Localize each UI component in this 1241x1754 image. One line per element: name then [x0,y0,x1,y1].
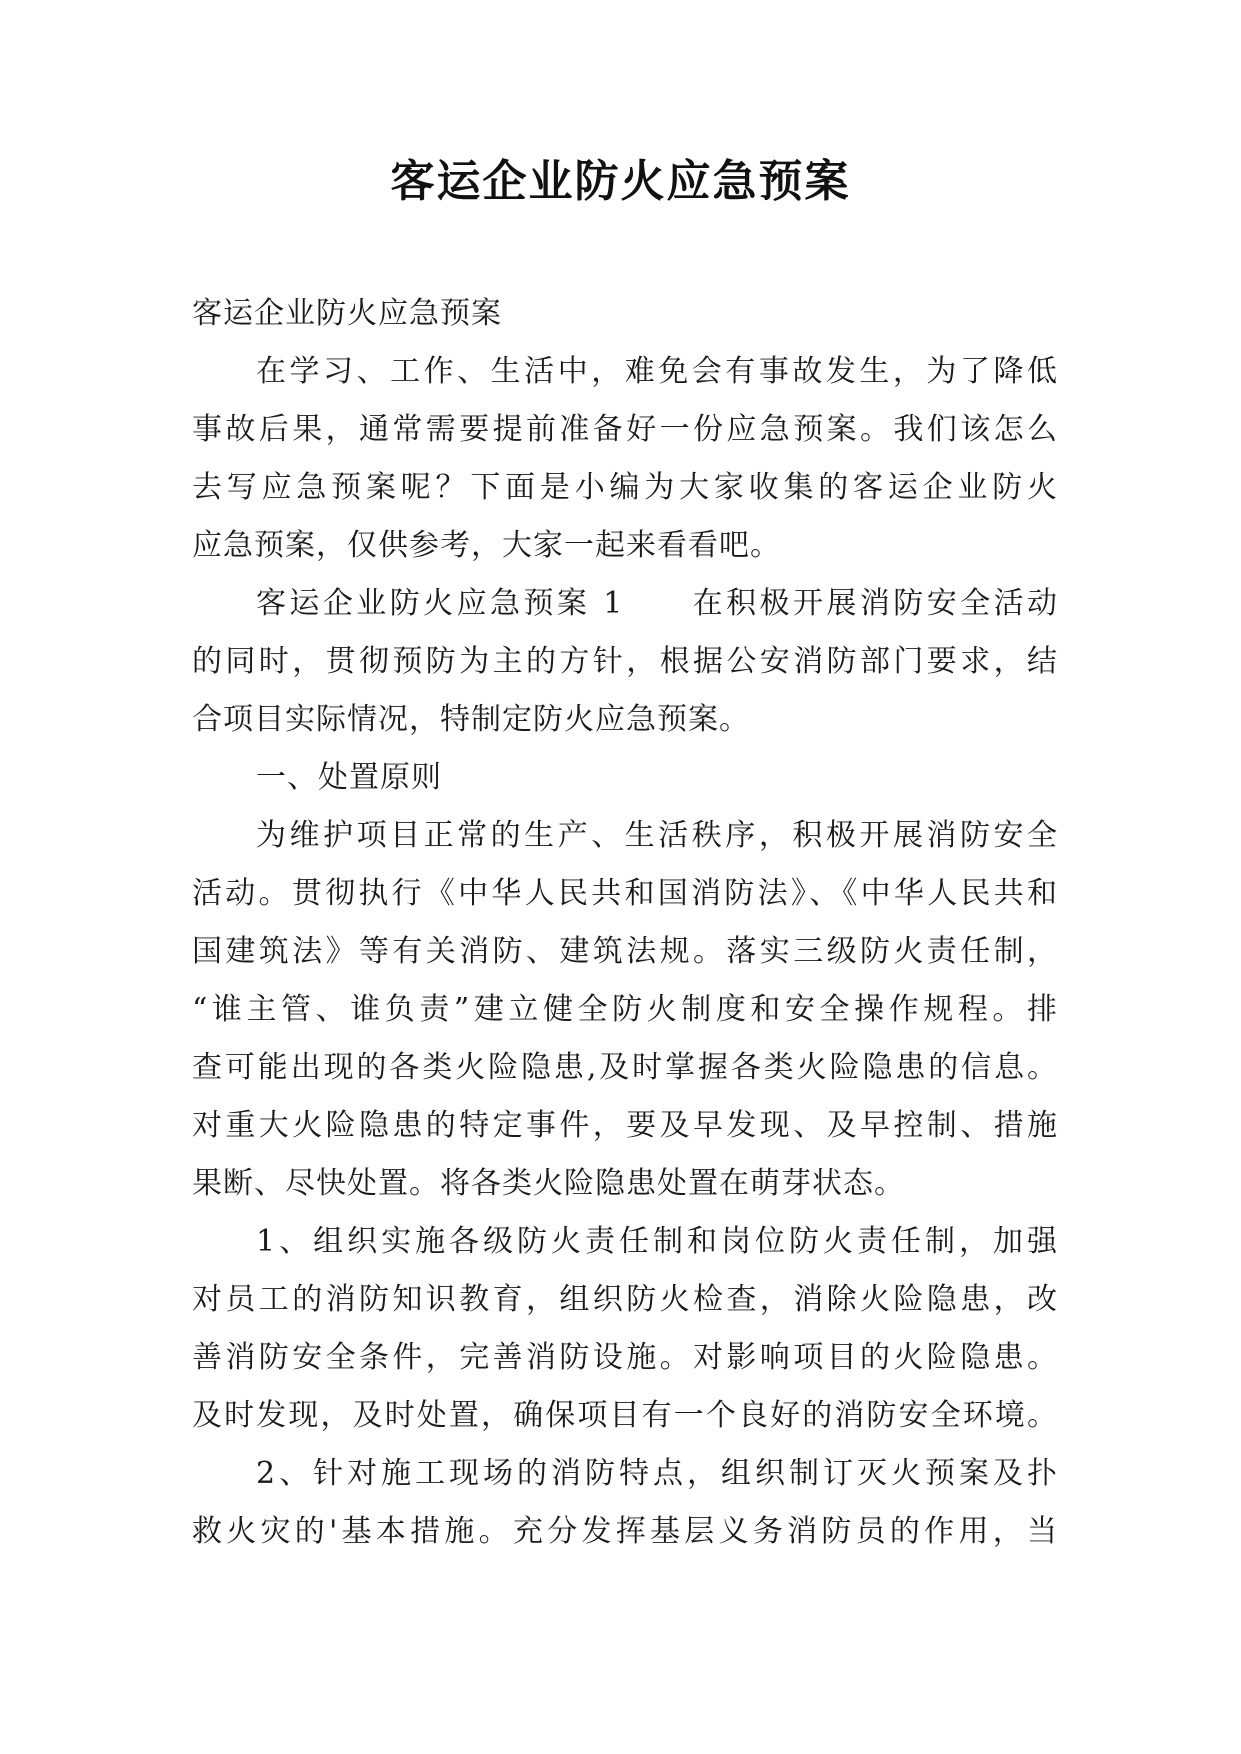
document-body [192,285,1058,1561]
doc-line: 国建筑法》等有关消防、建筑法规。落实三级防火责任制， [192,934,1058,969]
doc-line: 1、组织实施各级防火责任制和岗位防火责任制，加强 [256,1224,1058,1259]
doc-line: 果断、尽快处置。将各类火险隐患处置在萌芽状态。 [192,1166,905,1201]
doc-line: 为维护项目正常的生产、生活秩序，积极开展消防安全 [256,818,1058,853]
doc-line: 客运企业防火应急预案 1 在积极开展消防安全活动 [256,586,1058,621]
doc-line: 客运企业防火应急预案 [192,296,502,331]
doc-line: 对员工的消防知识教育，组织防火检查，消除火险隐患，改 [192,1282,1058,1317]
doc-line: 的同时，贯彻预防为主的方针，根据公安消防部门要求，结 [192,644,1058,679]
doc-line: 活动。贯彻执行《中华人民共和国消防法》、《中华人民共和 [192,876,1058,911]
doc-line: 在学习、工作、生活中，难免会有事故发生，为了降低 [256,354,1058,389]
doc-line: 2、针对施工现场的消防特点，组织制订灭火预案及扑 [256,1456,1058,1491]
doc-line: 事故后果，通常需要提前准备好一份应急预案。我们该怎么 [192,412,1058,447]
doc-line: 及时发现，及时处置，确保项目有一个良好的消防安全环境。 [192,1398,1058,1433]
document-title: 客运企业防火应急预案 [390,156,851,207]
doc-line: 善消防安全条件，完善消防设施。对影响项目的火险隐患。 [192,1340,1058,1375]
doc-line: 应急预案，仅供参考，大家一起来看看吧。 [192,528,781,563]
doc-line: “谁主管、谁负责”建立健全防火制度和安全操作规程。排 [192,992,1058,1027]
doc-line: 合项目实际情况，特制定防火应急预案。 [192,702,750,737]
doc-line: 去写应急预案呢？下面是小编为大家收集的客运企业防火 [192,470,1058,505]
doc-line: 对重大火险隐患的特定事件，要及早发现、及早控制、措施 [192,1108,1058,1143]
doc-line: 查可能出现的各类火险隐患,及时掌握各类火险隐患的信息。 [192,1050,1058,1085]
doc-line: 救火灾的'基本措施。充分发挥基层义务消防员的作用，当 [192,1514,1058,1549]
doc-line: 一、处置原则 [256,760,442,795]
